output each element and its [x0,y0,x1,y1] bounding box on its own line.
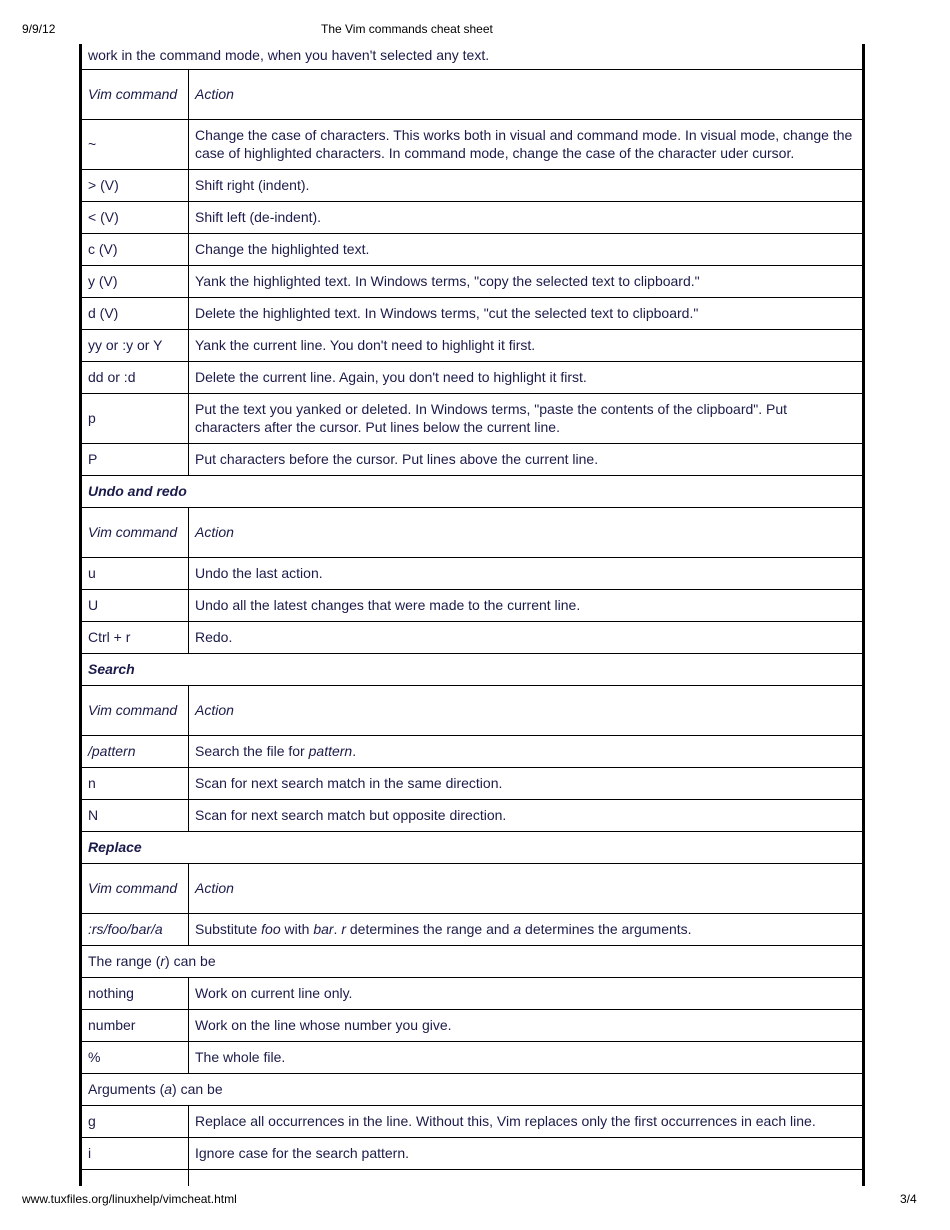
action-cell: Redo. [189,621,863,653]
table-header-row [82,69,863,119]
action-cell: Scan for next search match in the same direction. [189,767,863,799]
command-cell [82,1169,189,1186]
action-term: foo [261,921,281,937]
print-url: www.tuxfiles.org/linuxhelp/vimcheat.html [22,1192,237,1206]
command-cell: i [82,1137,189,1169]
section-title-search: Search [82,653,863,685]
action-cell: Work on the line whose number you give. [189,1009,863,1041]
command-cell: p [82,393,189,443]
command-cell: d (V) [82,297,189,329]
command-cell: > (V) [82,169,189,201]
print-page-number: 3/4 [900,1192,917,1206]
command-cell: g [82,1105,189,1137]
table-row [82,169,863,201]
table-row [82,233,863,265]
args-var: a [164,1081,173,1097]
action-cell: Put the text you yanked or deleted. In Windows terms, "paste the contents of the clipboard". Put characters after the cursor. Put lines below the current line. [189,393,863,443]
command-cell: yy or :y or Y [82,329,189,361]
section-heading-row [82,475,863,507]
command-cell: % [82,1041,189,1073]
table-header-row [82,685,863,735]
command-cell: P [82,443,189,475]
action-cell: Yank the highlighted text. In Windows terms, "copy the selected text to clipboard." [189,265,863,297]
table-row [82,1009,863,1041]
action-cell: Shift left (de-indent). [189,201,863,233]
table-row [82,297,863,329]
action-cell: Scan for next search match but opposite direction. [189,799,863,831]
table-row [82,767,863,799]
table-row-continued [82,1169,863,1186]
command-cell: ~ [82,119,189,169]
section-heading-row [82,831,863,863]
action-cell: Replace all occurrences in the line. Without this, Vim replaces only the first occurrences in each line. [189,1105,863,1137]
action-cell: Ignore case for the search pattern. [189,1137,863,1169]
args-intro-text: Arguments ( [88,1081,165,1097]
args-intro-row [82,1073,863,1105]
action-cell: Yank the current line. You don't need to highlight it first. [189,329,863,361]
table-row [82,589,863,621]
action-cell [189,735,863,767]
action-cell: Undo the last action. [189,557,863,589]
command-cell: u [82,557,189,589]
table-row [82,557,863,589]
col-header-command: Vim command [82,507,189,557]
action-text: determines the arguments. [521,921,692,937]
col-header-command: Vim command [82,863,189,913]
col-header-command: Vim command [82,69,189,119]
section-title-undo: Undo and redo [82,475,863,507]
command-cell: c (V) [82,233,189,265]
table-row [82,1137,863,1169]
range-intro-cell [82,945,863,977]
command-cell: N [82,799,189,831]
col-header-command: Vim command [82,685,189,735]
command-cell: /pattern [82,735,189,767]
intro-text: work in the command mode, when you haven't selected any text. [82,44,863,69]
action-cell: Undo all the latest changes that were made to the current line. [189,589,863,621]
action-term: r [341,921,346,937]
table-header-row [82,863,863,913]
command-cell: < (V) [82,201,189,233]
action-cell: Change the highlighted text. [189,233,863,265]
action-cell: Shift right (indent). [189,169,863,201]
table-row [82,1105,863,1137]
action-text: determines the range and [346,921,514,937]
table-header-row [82,507,863,557]
table-row [82,361,863,393]
print-page-title: The Vim commands cheat sheet [321,22,493,36]
table-row [82,977,863,1009]
intro-row [82,44,863,69]
command-cell: n [82,767,189,799]
range-var: r [160,953,166,969]
range-intro-row [82,945,863,977]
print-date: 9/9/12 [22,22,56,36]
section-heading-row [82,653,863,685]
action-cell: Work on current line only. [189,977,863,1009]
cheat-sheet-table [79,44,865,1186]
command-cell: U [82,589,189,621]
action-text: Substitute [195,921,262,937]
command-cell: nothing [82,977,189,1009]
action-cell: Delete the current line. Again, you don't need to highlight it first. [189,361,863,393]
args-intro-cell [82,1073,863,1105]
table-row [82,329,863,361]
action-cell: The whole file. [189,1041,863,1073]
table-row [82,393,863,443]
args-intro-text: ) can be [172,1081,223,1097]
table-row [82,913,863,945]
action-cell: Put characters before the cursor. Put lines above the current line. [189,443,863,475]
action-term: a [513,921,522,937]
command-cell: :rs/foo/bar/a [82,913,189,945]
action-term: bar [313,921,334,937]
range-intro-text: The range ( [88,953,161,969]
action-cell: Delete the highlighted text. In Windows terms, "cut the selected text to clipboard." [189,297,863,329]
action-text: Search the file for [195,743,309,759]
table-row [82,735,863,767]
action-cell: Change the case of characters. This works both in visual and command mode. In visual mode, change the case of highlighted characters. In command mode, change the case of the character uder cursor. [189,119,863,169]
table-row [82,119,863,169]
table-row [82,621,863,653]
range-intro-text: ) can be [165,953,216,969]
action-term: pattern [308,743,353,759]
action-text: . [352,743,357,759]
table-row [82,265,863,297]
col-header-action: Action [189,69,863,119]
section-title-replace: Replace [82,831,863,863]
command-cell: number [82,1009,189,1041]
action-cell [189,1169,863,1186]
table-row [82,1041,863,1073]
col-header-action: Action [189,685,863,735]
action-text: . [333,921,342,937]
col-header-action: Action [189,507,863,557]
action-text: with [280,921,314,937]
action-cell [189,913,863,945]
command-cell: Ctrl + r [82,621,189,653]
command-cell: y (V) [82,265,189,297]
table-row [82,201,863,233]
table-row [82,443,863,475]
col-header-action: Action [189,863,863,913]
table-row [82,799,863,831]
command-cell: dd or :d [82,361,189,393]
